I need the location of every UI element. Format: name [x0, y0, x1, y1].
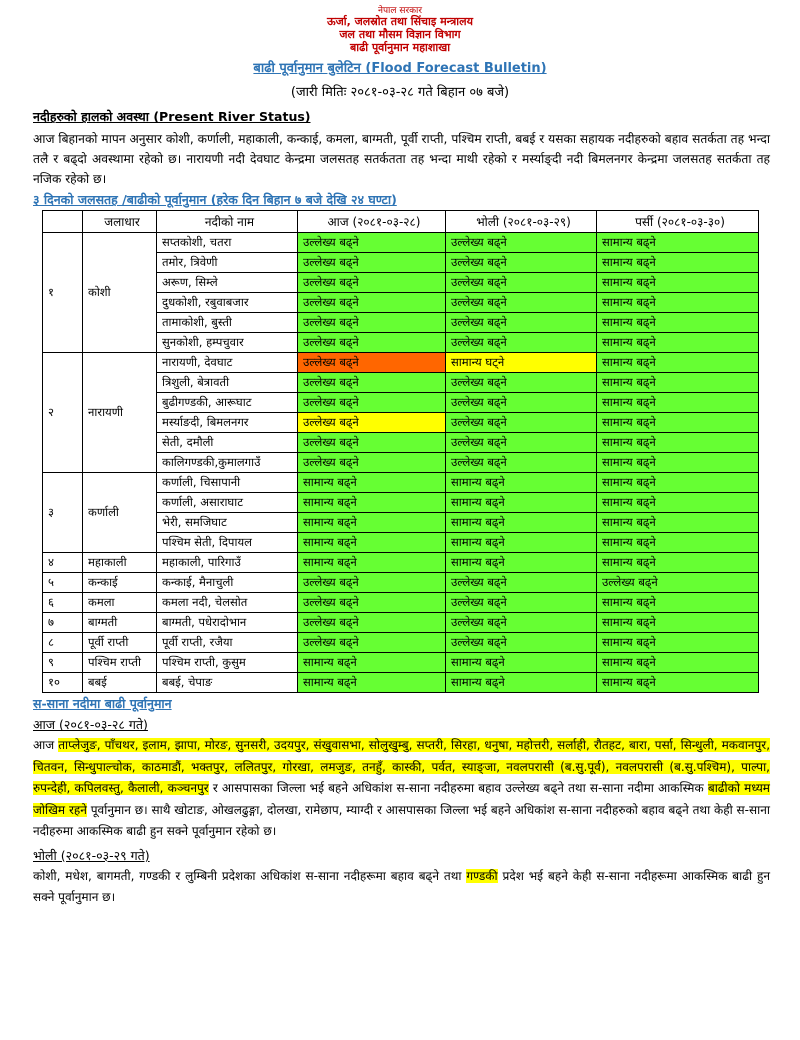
table-row [43, 653, 759, 673]
forecast-tomorrow: उल्लेख्य बढ्ने [446, 253, 597, 273]
river-station: कमला नदी, चेलसोत [157, 593, 298, 613]
basin-number: ४ [43, 553, 83, 573]
river-station: सप्तकोशी, चतरा [157, 233, 298, 253]
river-station: मर्स्याङदी, बिमलनगर [157, 413, 298, 433]
text-segment: प्रदेश भई बहने केही स-साना नदीहरूमा आकस्मिक बाढी हुन सक्ने पूर्वानुमान छ। [33, 868, 770, 905]
header-river: नदीको नाम [157, 211, 298, 233]
header-day-after: पर्सी (२०८१-०३-३०) [597, 211, 759, 233]
table-row [43, 633, 759, 653]
river-station: पश्चिम सेती, दिपायल [157, 533, 298, 553]
river-station: कर्णाली, चिसापानी [157, 473, 298, 493]
forecast-day-after: सामान्य बढ्ने [597, 253, 759, 273]
forecast-day-after: सामान्य बढ्ने [597, 653, 759, 673]
text-segment: आज [33, 738, 59, 753]
forecast-today: उल्लेख्य बढ्ने [298, 633, 446, 653]
basin-name: नारायणी [83, 353, 157, 473]
forecast-table-body [43, 233, 759, 693]
forecast-tomorrow: सामान्य बढ्ने [446, 653, 597, 673]
header-num [43, 211, 83, 233]
forecast-tomorrow: उल्लेख्य बढ्ने [446, 333, 597, 353]
forecast-today: उल्लेख्य बढ्ने [298, 453, 446, 473]
forecast-day-after: सामान्य बढ्ने [597, 293, 759, 313]
basin-name: बाग्मती [83, 613, 157, 633]
header-tomorrow: भोली (२०८१-०३-२९) [446, 211, 597, 233]
river-station: कर्णाली, असाराघाट [157, 493, 298, 513]
basin-number: २ [43, 353, 83, 473]
forecast-day-after: सामान्य बढ्ने [597, 493, 759, 513]
forecast-today: सामान्य बढ्ने [298, 653, 446, 673]
forecast-day-after: सामान्य बढ्ने [597, 433, 759, 453]
forecast-day-after: सामान्य बढ्ने [597, 413, 759, 433]
table-row [43, 673, 759, 693]
basin-name: कन्काई [83, 573, 157, 593]
small-rivers-tomorrow-text [33, 866, 770, 909]
river-station: बाग्मती, पधेरादोभान [157, 613, 298, 633]
forecast-today: उल्लेख्य बढ्ने [298, 293, 446, 313]
forecast-tomorrow: उल्लेख्य बढ्ने [446, 393, 597, 413]
forecast-today: उल्लेख्य बढ्ने [298, 233, 446, 253]
river-station: बुढीगण्डकी, आरूघाट [157, 393, 298, 413]
forecast-tomorrow: उल्लेख्य बढ्ने [446, 613, 597, 633]
highlighted-text: बाढीको मध्यम जोखिम रहने [33, 781, 770, 817]
forecast-today: उल्लेख्य बढ्ने [298, 573, 446, 593]
letterhead [0, 6, 800, 54]
forecast-today: उल्लेख्य बढ्ने [298, 273, 446, 293]
bulletin-page [0, 6, 800, 1040]
river-station: पूर्वी राप्ती, रजैया [157, 633, 298, 653]
forecast-day-after: सामान्य बढ्ने [597, 233, 759, 253]
forecast-today: सामान्य बढ्ने [298, 673, 446, 693]
small-rivers-today-title: आज (२०८१-०३-२८ गते) [33, 717, 148, 733]
forecast-today: सामान्य बढ्ने [298, 493, 446, 513]
forecast-today: उल्लेख्य बढ्ने [298, 253, 446, 273]
forecast-today: उल्लेख्य बढ्ने [298, 393, 446, 413]
forecast-tomorrow: सामान्य बढ्ने [446, 493, 597, 513]
basin-number: ६ [43, 593, 83, 613]
table-row [43, 593, 759, 613]
forecast-tomorrow: उल्लेख्य बढ्ने [446, 433, 597, 453]
table-row [43, 353, 759, 373]
forecast-day-after: सामान्य बढ्ने [597, 533, 759, 553]
forecast-title: ३ दिनको जलसतह /बाढीको पूर्वानुमान (हरेक दिन बिहान ७ बजे देखि २४ घण्टा) [33, 192, 397, 208]
forecast-day-after: सामान्य बढ्ने [597, 373, 759, 393]
forecast-day-after: सामान्य बढ्ने [597, 553, 759, 573]
basin-number: ८ [43, 633, 83, 653]
river-station: दुधकोशी, रबुवाबजार [157, 293, 298, 313]
table-row [43, 613, 759, 633]
small-rivers-today-text [33, 735, 770, 843]
ministry-name: ऊर्जा, जलस्रोत तथा सिंचाइ मन्त्रालय [326, 15, 473, 29]
basin-name: महाकाली [83, 553, 157, 573]
small-rivers-tomorrow-title: भोली (२०८१-०३-२९ गते) [33, 847, 150, 863]
forecast-tomorrow: सामान्य बढ्ने [446, 513, 597, 533]
forecast-today: सामान्य बढ्ने [298, 553, 446, 573]
river-station: नारायणी, देवघाट [157, 353, 298, 373]
forecast-day-after: सामान्य बढ्ने [597, 273, 759, 293]
river-station: अरूण, सिम्ले [157, 273, 298, 293]
present-status-title: नदीहरुको हालको अवस्था (Present River Status) [33, 109, 311, 125]
forecast-today: उल्लेख्य बढ्ने [298, 333, 446, 353]
forecast-today: उल्लेख्य बढ्ने [298, 593, 446, 613]
basin-number: १ [43, 233, 83, 353]
basin-name: पश्चिम राप्ती [83, 653, 157, 673]
forecast-today: उल्लेख्य बढ्ने [298, 373, 446, 393]
forecast-today: उल्लेख्य बढ्ने [298, 313, 446, 333]
issue-date: (जारी मितिः २०८१-०३-२८ गते बिहान ०७ बजे) [290, 85, 510, 101]
basin-number: ७ [43, 613, 83, 633]
forecast-tomorrow: उल्लेख्य बढ्ने [446, 313, 597, 333]
present-status-text: आज बिहानको मापन अनुसार कोशी, कर्णाली, महाकाली, कन्काई, कमला, बाग्मती, पूर्वी राप्ती, पश्चिम राप्ती, बबई र यसका सहायक नदीहरुको बहाव सतर्कता तह भन्दा तलै र बढ्दो अवस्थामा रहेको छ। नारायणी नदी देवघाट केन्द्रमा जलसतह सतर्कतता तह भन्दा माथी रहेको र मर्स्याङ्दी नदी बिमलनगर केन्द्रमा जलसतह सतर्कता तह नजिक रहेको छ। [33, 132, 770, 187]
table-row [43, 573, 759, 593]
basin-number: ५ [43, 573, 83, 593]
river-station: महाकाली, पारिगाउँ [157, 553, 298, 573]
table-row [43, 553, 759, 573]
forecast-day-after: सामान्य बढ्ने [597, 673, 759, 693]
basin-name: कोशी [83, 233, 157, 353]
highlighted-text: गण्डकी [466, 868, 498, 883]
forecast-tomorrow: सामान्य बढ्ने [446, 473, 597, 493]
river-station: तमोर, त्रिवेणी [157, 253, 298, 273]
forecast-today: उल्लेख्य बढ्ने [298, 413, 446, 433]
forecast-tomorrow: सामान्य बढ्ने [446, 673, 597, 693]
forecast-tomorrow: उल्लेख्य बढ्ने [446, 293, 597, 313]
text-segment: कोशी, मधेश, बागमती, गण्डकी र लुम्बिनी प्रदेशका अधिकांश स-साना नदीहरूमा बहाव बढ्ने तथा [33, 868, 467, 883]
forecast-day-after: सामान्य बढ्ने [597, 633, 759, 653]
forecast-day-after: सामान्य बढ्ने [597, 453, 759, 473]
forecast-today: उल्लेख्य बढ्ने [298, 353, 446, 373]
river-station: कालिगण्डकी,कुमालगाउँ [157, 453, 298, 473]
forecast-day-after: सामान्य बढ्ने [597, 353, 759, 373]
river-station: त्रिशुली, बेत्रावती [157, 373, 298, 393]
forecast-day-after: सामान्य बढ्ने [597, 513, 759, 533]
header-today: आज (२०८१-०३-२८) [298, 211, 446, 233]
forecast-day-after: सामान्य बढ्ने [597, 313, 759, 333]
basin-number: १० [43, 673, 83, 693]
basin-name: बबई [83, 673, 157, 693]
forecast-today: उल्लेख्य बढ्ने [298, 433, 446, 453]
division-name: बाढी पूर्वानुमान महाशाखा [349, 40, 451, 54]
forecast-tomorrow: सामान्य बढ्ने [446, 533, 597, 553]
highlighted-text: ताप्लेजुङ, पाँचथर, इलाम, झापा, मोरङ, सुनसरी, उदयपुर, संखुवासभा, सोलुखुम्बु, सप्तरी, सिरहा, धनुषा, महोत्तरी, सर्लाही, रौतहट, बारा, पर्सा, सिन्धुली, मकवानपुर, चितवन, सिन्धुपाल्चोक, काठमाडौं, भक्तपुर, ललितपुर, गोरखा, लमजुङ, तनहुँ, कास्की, पर्वत, स्याङ्जा, नवलपरासी (ब.सु.पूर्व), नवलपरासी (ब.सु.पश्चिम), पाल्पा, रुपन्देही, कपिलवस्तु, कैलाली, कञ्चनपुर [33, 738, 771, 796]
forecast-tomorrow: उल्लेख्य बढ्ने [446, 233, 597, 253]
forecast-day-after: उल्लेख्य बढ्ने [597, 573, 759, 593]
forecast-today: सामान्य बढ्ने [298, 513, 446, 533]
forecast-tomorrow: उल्लेख्य बढ्ने [446, 593, 597, 613]
forecast-table [42, 210, 759, 693]
river-station: पश्चिम राप्ती, कुसुम [157, 653, 298, 673]
text-segment: र आसपासका जिल्ला भई बहने अधिकांश स-साना नदीहरुमा बहाव उल्लेख्य बढ्ने तथा स-साना नदीमा आकस्मिक [208, 781, 708, 796]
table-header-row [43, 211, 759, 233]
forecast-day-after: सामान्य बढ्ने [597, 473, 759, 493]
river-station: सुनकोशी, हम्पचुवार [157, 333, 298, 353]
text-segment: पूर्वानुमान छ। साथै खोटाङ, ओखलढुङ्गा, दोलखा, रामेछाप, म्याग्दी र आसपासका जिल्ला भई बहने अधिकांश स-साना नदीहरुको बहाव बढ्ने तथा केही स-साना नदीहरुमा आकस्मिक बाढी हुन सक्ने पूर्वानुमान रहेको छ। [33, 802, 770, 839]
forecast-day-after: सामान्य बढ्ने [597, 393, 759, 413]
forecast-today: सामान्य बढ्ने [298, 473, 446, 493]
forecast-today: सामान्य बढ्ने [298, 533, 446, 553]
table-row [43, 473, 759, 493]
basin-name: कमला [83, 593, 157, 613]
basin-number: ३ [43, 473, 83, 553]
basin-number: ९ [43, 653, 83, 673]
river-station: भेरी, समजिघाट [157, 513, 298, 533]
forecast-tomorrow: उल्लेख्य बढ्ने [446, 373, 597, 393]
river-station: तामाकोशी, बुस्ती [157, 313, 298, 333]
bulletin-title: बाढी पूर्वानुमान बुलेटिन (Flood Forecast Bulletin) [253, 61, 547, 77]
small-rivers-title: स-साना नदीमा बाढी पूर्वानुमान [33, 696, 172, 712]
forecast-tomorrow: उल्लेख्य बढ्ने [446, 633, 597, 653]
forecast-tomorrow: उल्लेख्य बढ्ने [446, 413, 597, 433]
forecast-day-after: सामान्य बढ्ने [597, 593, 759, 613]
river-station: बबई, चेपाङ [157, 673, 298, 693]
forecast-tomorrow: सामान्य घट्ने [446, 353, 597, 373]
table-row [43, 233, 759, 253]
basin-name: कर्णाली [83, 473, 157, 553]
forecast-day-after: सामान्य बढ्ने [597, 333, 759, 353]
river-station: कन्काई, मैनाचुली [157, 573, 298, 593]
department-name: जल तथा मौसम विज्ञान विभाग [339, 27, 461, 41]
forecast-day-after: सामान्य बढ्ने [597, 613, 759, 633]
river-station: सेती, दमौली [157, 433, 298, 453]
govt-name: नेपाल सरकार [377, 6, 423, 16]
forecast-tomorrow: उल्लेख्य बढ्ने [446, 273, 597, 293]
forecast-tomorrow: सामान्य बढ्ने [446, 553, 597, 573]
basin-name: पूर्वी राप्ती [83, 633, 157, 653]
forecast-today: उल्लेख्य बढ्ने [298, 613, 446, 633]
forecast-tomorrow: उल्लेख्य बढ्ने [446, 573, 597, 593]
header-basin: जलाधार [83, 211, 157, 233]
forecast-tomorrow: उल्लेख्य बढ्ने [446, 453, 597, 473]
